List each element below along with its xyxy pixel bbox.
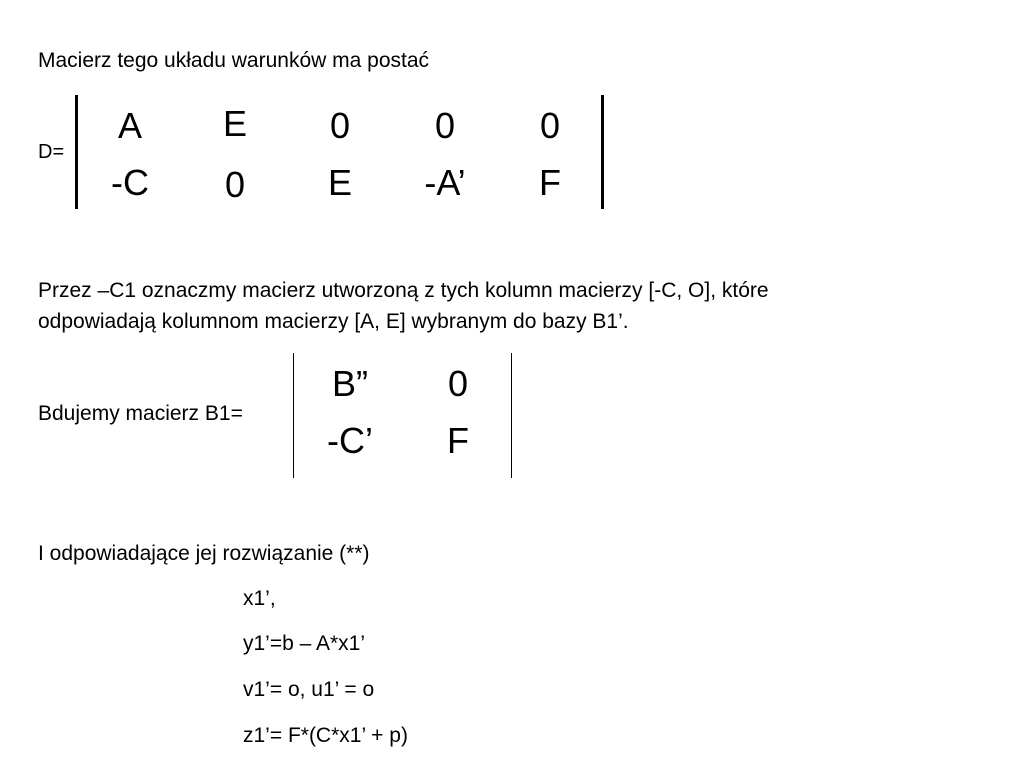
matrix-b1-cell: 0	[447, 363, 469, 404]
matrix-b1-left-bar	[293, 353, 294, 478]
intro-text: Macierz tego układu warunków ma postać	[38, 49, 430, 72]
matrix-b1-cell: F	[447, 420, 469, 461]
solution-line: v1’= o, u1’ = o	[243, 678, 375, 701]
matrix-b1-right-bar	[511, 353, 512, 478]
matrix-d-cell: 0	[329, 105, 351, 146]
solution-line: z1’= F*(C*x1’ + p)	[243, 724, 408, 747]
matrix-d-cell: 0	[434, 105, 456, 146]
paragraph-line-1: Przez –C1 oznaczmy macierz utworzoną z tych kolumn macierzy [-C, O], które	[38, 279, 769, 302]
matrix-d-cell: 0	[539, 105, 561, 146]
matrix-d-cell: -A’	[424, 162, 466, 203]
matrix-d-cell: -C	[111, 162, 149, 203]
matrix-d-cell: E	[327, 162, 352, 203]
matrix-d-cell: A	[117, 105, 142, 146]
paragraph-line-2: odpowiadają kolumnom macierzy [A, E] wybranym do bazy B1’.	[38, 310, 629, 333]
solution-heading: I odpowiadające jej rozwiązanie (**)	[38, 542, 370, 565]
matrix-d-right-bar	[601, 95, 604, 209]
matrix-d-label: D=	[38, 141, 65, 163]
solution-line: x1’,	[243, 587, 276, 610]
matrix-b1-label: Bdujemy macierz B1=	[38, 402, 243, 425]
solution-line: y1’=b – A*x1’	[243, 632, 366, 655]
matrix-d-cell: F	[539, 162, 561, 203]
matrix-d-cell: E	[222, 103, 247, 144]
matrix-b1-cell: -C’	[327, 420, 373, 461]
matrix-d-cell: 0	[224, 164, 246, 205]
matrix-b1-cell: B”	[332, 363, 368, 404]
matrix-d-left-bar	[75, 95, 78, 209]
